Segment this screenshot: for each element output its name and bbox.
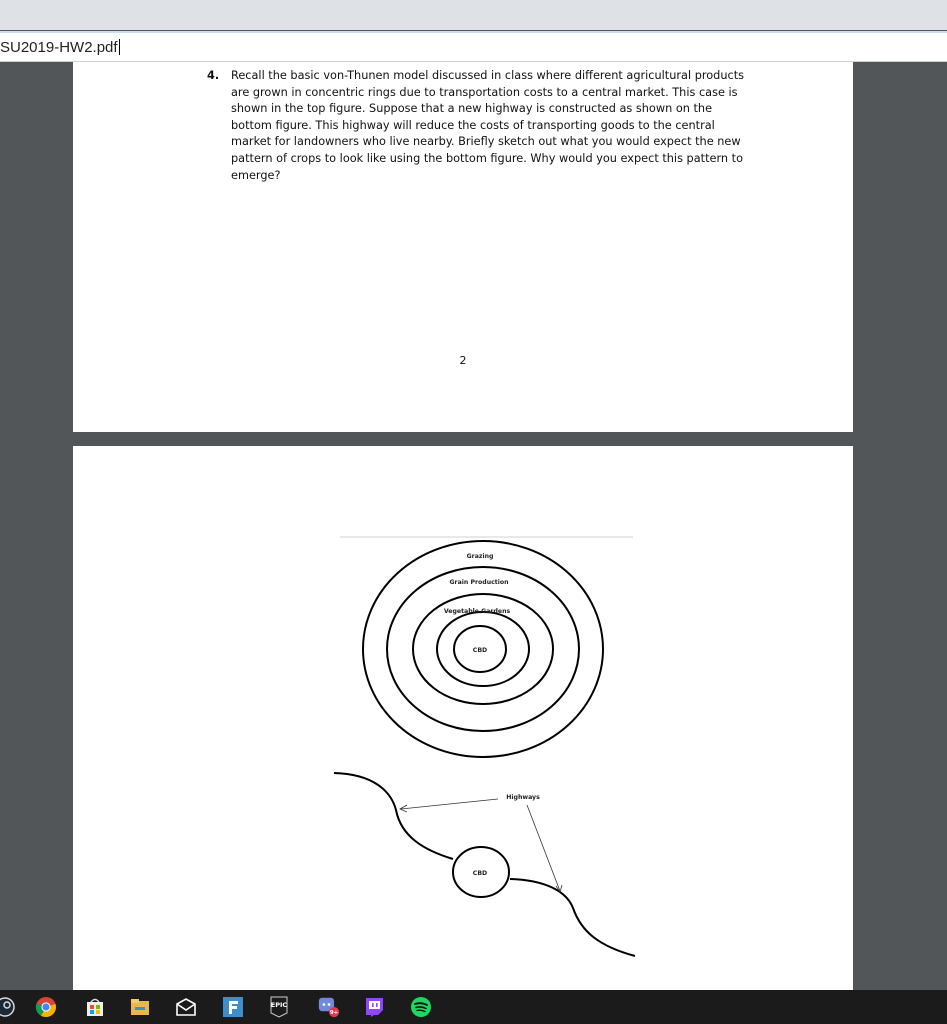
page-number: 2 [459,354,467,367]
label-grazing: Grazing [466,553,494,560]
store-icon[interactable] [84,996,106,1018]
address-text-container[interactable] [0,39,120,56]
chrome-icon[interactable] [35,996,57,1018]
text-caret [119,39,120,55]
epic-games-icon[interactable] [268,996,290,1018]
highway-figure [334,773,635,956]
question-block [207,68,751,184]
file-explorer-icon[interactable] [129,996,151,1018]
question-text: Recall the basic von-Thunen model discussed in class where different agricultural products are grown in concentric rings due to transportation costs to a central market. This case is shown in the top figure. Suppose that a new highway is constructed as shown on the bottom figure. This highway will reduce the costs of transporting goods to the central market for landowners who live nearby. Briefly sketch out what you would expect the new pattern of crops to look like using the bottom figure. Why would you expect this pattern to emerge? [231,69,745,182]
label-grain-production: Grain Production [449,579,509,586]
label-highways: Highways [506,794,540,801]
spotify-icon[interactable] [410,996,432,1018]
highway-arrow-right [527,805,560,891]
label-cbd-top: CBD [472,647,488,654]
f-app-icon[interactable] [222,996,244,1018]
discord-badge: 9+ [329,1010,339,1017]
question-number: 4. [207,69,220,82]
pdf-page-2 [73,62,853,432]
mail-icon[interactable] [175,996,197,1018]
epic-label: EPIC [270,1001,288,1009]
highway-lower-curve [510,879,635,956]
browser-tab-strip [0,0,947,30]
windows-taskbar [0,990,947,1024]
label-cbd-bottom: CBD [472,870,488,877]
pdf-page-3 [73,446,853,990]
label-vegetable-gardens: Vegetable Gardens [443,608,511,615]
steam-icon[interactable] [0,996,16,1018]
discord-icon[interactable] [318,996,340,1018]
figure-canvas [73,446,853,990]
address-bar[interactable] [0,31,947,62]
address-text[interactable]: SU2019-HW2.pdf [0,39,118,56]
highway-arrow-left [401,799,498,809]
von-thunen-rings-figure [363,541,603,757]
highway-upper-curve [334,773,453,859]
pdf-viewer[interactable] [0,62,947,990]
twitch-icon[interactable] [363,996,385,1018]
